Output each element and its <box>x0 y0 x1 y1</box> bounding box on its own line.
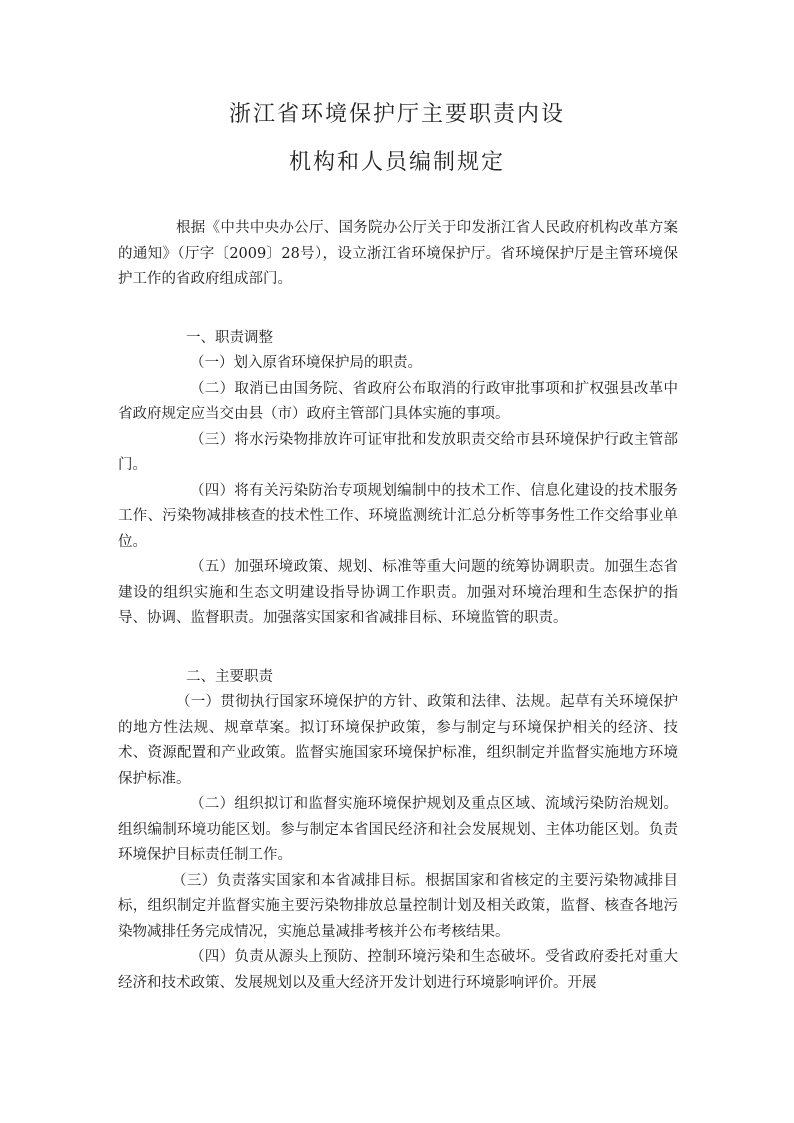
section-1-item-4: （四）将有关污染防治专项规划编制中的技术工作、信息化建设的技术服务工作、污染物减排核查的技术性工作、环境监测统计汇总分析等事务性工作交给事业单位。 <box>118 482 678 550</box>
document-title-line-2: 机构和人员编制规定 <box>288 150 505 175</box>
section-2-item-1: （一）贯彻执行国家环境保护的方针、政策和法律、法规。起草有关环境保护的地方性法规、规章草案。拟订环境保护政策，参与制定与环境保护相关的经济、技术、资源配置和产业政策。监督实施国家环境保护标准，组织制定并监督实施地方环境保护标准。 <box>118 694 678 787</box>
section-2-item-3: （三）负责落实国家和本省减排目标。根据国家和省核定的主要污染物减排目标，组织制定并监督实施主要污染物排放总量控制计划及相关政策，监督、核查各地污染物减排任务完成情况，实施总量减排考核并公布考核结果。 <box>118 872 678 940</box>
section-1-heading: 一、职责调整 <box>186 329 273 346</box>
section-1-item-5: （五）加强环境政策、规划、标准等重大问题的统筹协调职责。加强生态省建设的组织实施和生态文明建设指导协调工作职责。加强对环境治理和生态保护的指导、协调、监督职责。加强落实国家和省减排目标、环境监管的职责。 <box>118 559 678 626</box>
section-2-item-2: （二）组织拟订和监督实施环境保护规划及重点区域、流域污染防治规划。组织编制环境功能区划。参与制定本省国民经济和社会发展规划、主体功能区划。负责环境保护目标责任制工作。 <box>118 796 678 863</box>
intro-paragraph: 根据《中共中央办公厅、国务院办公厅关于印发浙江省人民政府机构改革方案的通知》（厅字〔2009〕28号），设立浙江省环境保护厅。省环境保护厅是主管环境保护工作的省政府组成部门。 <box>118 220 678 287</box>
section-2-item-4: （四）负责从源头上预防、控制环境污染和生态破坏。受省政府委托对重大经济和技术政策、发展规划以及重大经济开发计划进行环境影响评价。开展 <box>118 949 678 991</box>
document-title-line-1: 浙江省环境保护厅主要职责内设 <box>228 102 565 127</box>
section-1-item-1: （一）划入原省环境保护局的职责。 <box>190 355 422 371</box>
section-1-item-2: （二）取消已由国务院、省政府公布取消的行政审批事项和扩权强县改革中省政府规定应当交由县（市）政府主管部门具体实施的事项。 <box>118 380 678 422</box>
section-2-heading: 二、主要职责 <box>186 668 273 685</box>
section-1-item-3: （三）将水污染物排放许可证审批和发放职责交给市县环境保护行政主管部门。 <box>118 431 678 473</box>
document-body <box>118 216 678 996</box>
